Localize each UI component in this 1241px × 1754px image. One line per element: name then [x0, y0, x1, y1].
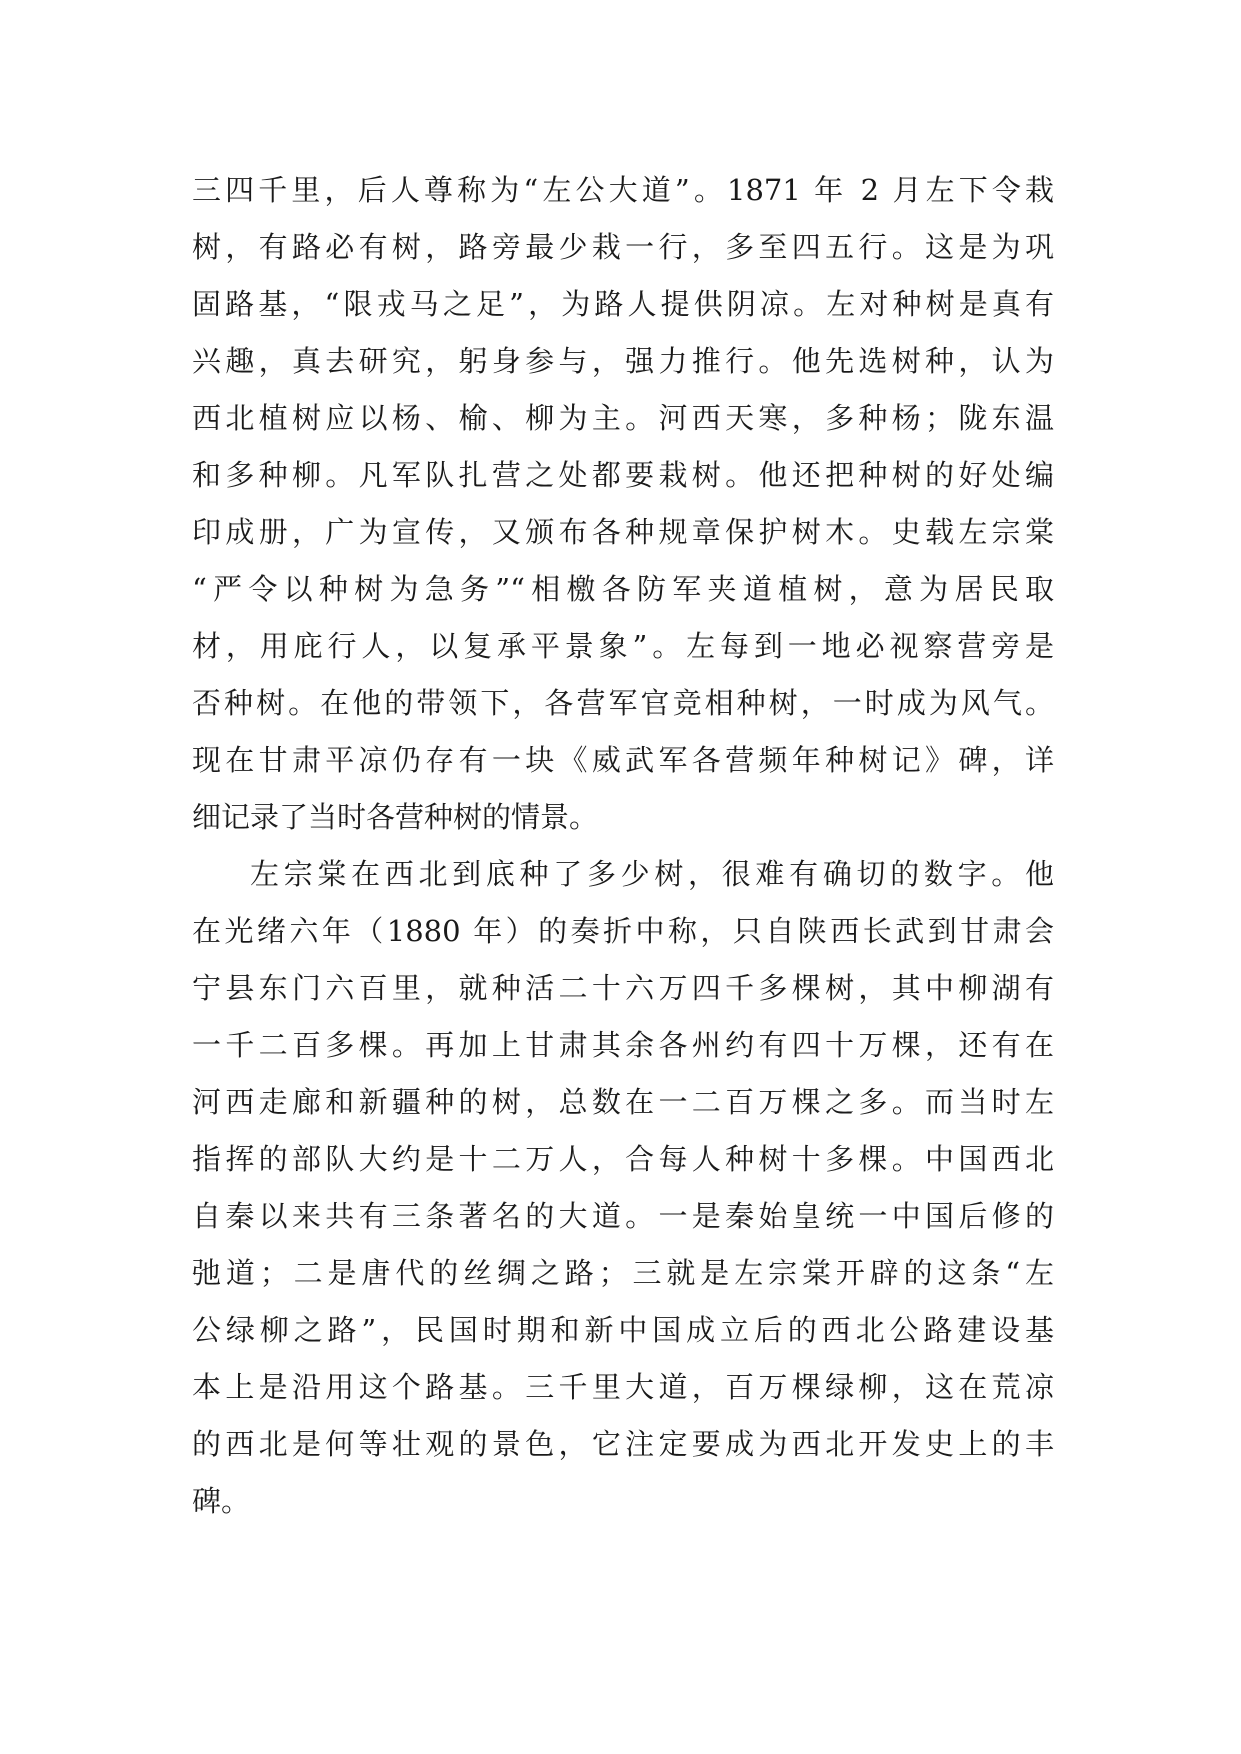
- text-line: 本上是沿用这个路基。三千里大道，百万棵绿柳，这在荒凉: [192, 1370, 1054, 1404]
- text-line: 宁县东门六百里，就种活二十六万四千多棵树，其中柳湖有: [192, 971, 1054, 1005]
- text-line: 材，用庇行人，以复承平景象”。左每到一地必视察营旁是: [192, 629, 1054, 663]
- text-line: 现在甘肃平凉仍存有一块《威武军各营频年种树记》碑，详: [192, 743, 1054, 777]
- text-line: “严令以种树为急务”“相檄各防军夹道植树，意为居民取: [192, 572, 1054, 606]
- text-line: 兴趣，真去研究，躬身参与，强力推行。他先选树种，认为: [192, 344, 1054, 378]
- paragraph-1: [192, 162, 1054, 846]
- text-line: 和多种柳。凡军队扎营之处都要栽树。他还把种树的好处编: [192, 458, 1054, 492]
- text-line: 细记录了当时各营种树的情景。: [192, 800, 599, 834]
- text-line: 指挥的部队大约是十二万人，合每人种树十多棵。中国西北: [192, 1142, 1054, 1176]
- text-line: 一千二百多棵。再加上甘肃其余各州约有四十万棵，还有在: [192, 1028, 1054, 1062]
- text-line: 公绿柳之路”，民国时期和新中国成立后的西北公路建设基: [192, 1313, 1054, 1347]
- text-line: 自秦以来共有三条著名的大道。一是秦始皇统一中国后修的: [192, 1199, 1054, 1233]
- text-line: 固路基，“限戎马之足”，为路人提供阴凉。左对种树是真有: [192, 287, 1054, 321]
- text-line: 碑。: [192, 1484, 251, 1518]
- text-line: 的西北是何等壮观的景色，它注定要成为西北开发史上的丰: [192, 1427, 1054, 1461]
- text-line-indented: 左宗棠在西北到底种了多少树，很难有确切的数字。他: [250, 857, 1054, 891]
- text-line: 在光绪六年（1880 年）的奏折中称，只自陕西长武到甘肃会: [192, 914, 1054, 948]
- text-line: 树，有路必有树，路旁最少栽一行，多至四五行。这是为巩: [192, 230, 1054, 264]
- text-line: 印成册，广为宣传，又颁布各种规章保护树木。史载左宗棠: [192, 515, 1054, 549]
- text-line: 河西走廊和新疆种的树，总数在一二百万棵之多。而当时左: [192, 1085, 1054, 1119]
- text-line: 弛道；二是唐代的丝绸之路；三就是左宗棠开辟的这条“左: [192, 1256, 1054, 1290]
- text-line: 西北植树应以杨、榆、柳为主。河西天寒，多种杨；陇东温: [192, 401, 1054, 435]
- text-line: 否种树。在他的带领下，各营军官竞相种树，一时成为风气。: [192, 686, 1054, 720]
- text-line: 三四千里，后人尊称为“左公大道”。1871 年 2 月左下令栽: [192, 173, 1054, 207]
- paragraph-2: [192, 846, 1054, 1530]
